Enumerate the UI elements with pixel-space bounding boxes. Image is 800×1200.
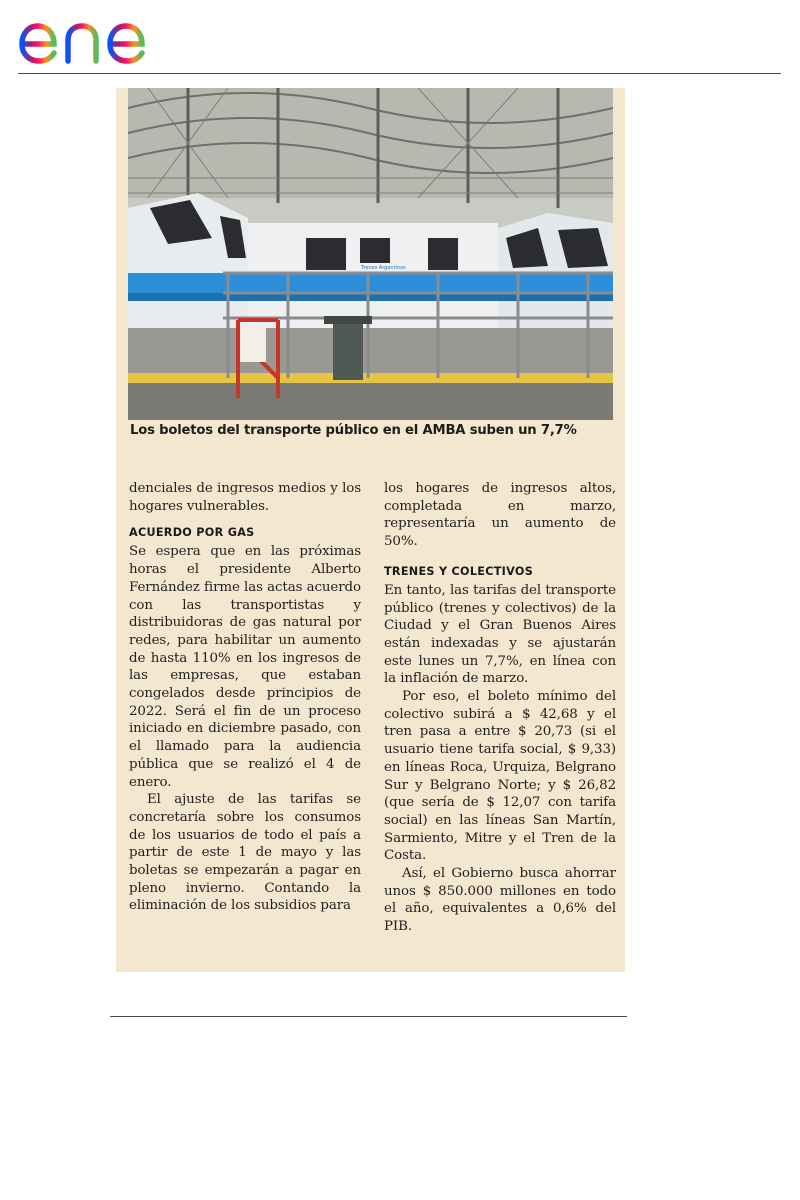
train-station-image <box>128 88 613 420</box>
article-column-left <box>129 480 361 915</box>
article-column-right <box>384 480 616 936</box>
logo-text: enel <box>16 6 19 7</box>
news-clipping <box>116 88 625 972</box>
right-paragraph-2: En tanto, las tarifas del transporte público (trenes y colectivos) de la Ciudad y el Gran Buenos Aires están indexadas y se ajustarán este lunes un 7,7%, en línea con la inflación de marzo. <box>384 582 616 687</box>
footer-divider <box>110 1016 627 1017</box>
article-photo <box>128 88 613 420</box>
left-paragraph-2: Se espera que en las próximas horas el presidente Alberto Fernández firme las actas acuerdo con las transportistas y distribuidoras de gas natural por redes, para habilitar un aumento de hasta 110% en los ingresos de las empresas, que estaban congelados desde principios de 2022. Será el fin de un proceso iniciado en diciembre pasado, con el llamado para la audiencia pública que se realizó el 4 de enero. <box>129 544 361 790</box>
section-heading-gas: ACUERDO POR GAS <box>129 526 255 540</box>
left-paragraph-1: denciales de ingresos medios y los hogares vulnerables. <box>129 481 361 514</box>
section-heading-transport: TRENES Y COLECTIVOS <box>384 564 534 578</box>
photo-caption: Los boletos del transporte público en el AMBA suben un 7,7% <box>130 423 577 438</box>
header-divider <box>18 73 781 74</box>
train-label: Trenes Argentinos <box>361 265 406 271</box>
left-paragraph-3: El ajuste de las tarifas se concretaría sobre los consumos de los usuarios de todo el país a partir de este 1 de mayo y las boletas se empezarán a pagar en pleno invierno. Contando la eliminación de los subsidios para <box>129 792 361 914</box>
right-paragraph-1: los hogares de ingresos altos, completada en marzo, representaría un aumento de 50%. <box>384 481 616 550</box>
right-paragraph-3: Por eso, el boleto mínimo del colectivo subirá a $ 42,68 y el tren pasa a entre $ 20,73 (si el usuario tiene tarifa social, $ 9,33) en líneas Roca, Urquiza, Belgrano Sur y Belgrano Norte; y $ 26,82 (que sería de $ 12,07 con tarifa social) en las líneas San Martín, Sarmiento, Mitre y el Tren de la Costa. <box>384 689 616 864</box>
enel-logo <box>16 6 178 68</box>
right-paragraph-4: Así, el Gobierno busca ahorrar unos $ 850.000 millones en todo el año, equivalentes a 0,6% del PIB. <box>384 866 616 935</box>
